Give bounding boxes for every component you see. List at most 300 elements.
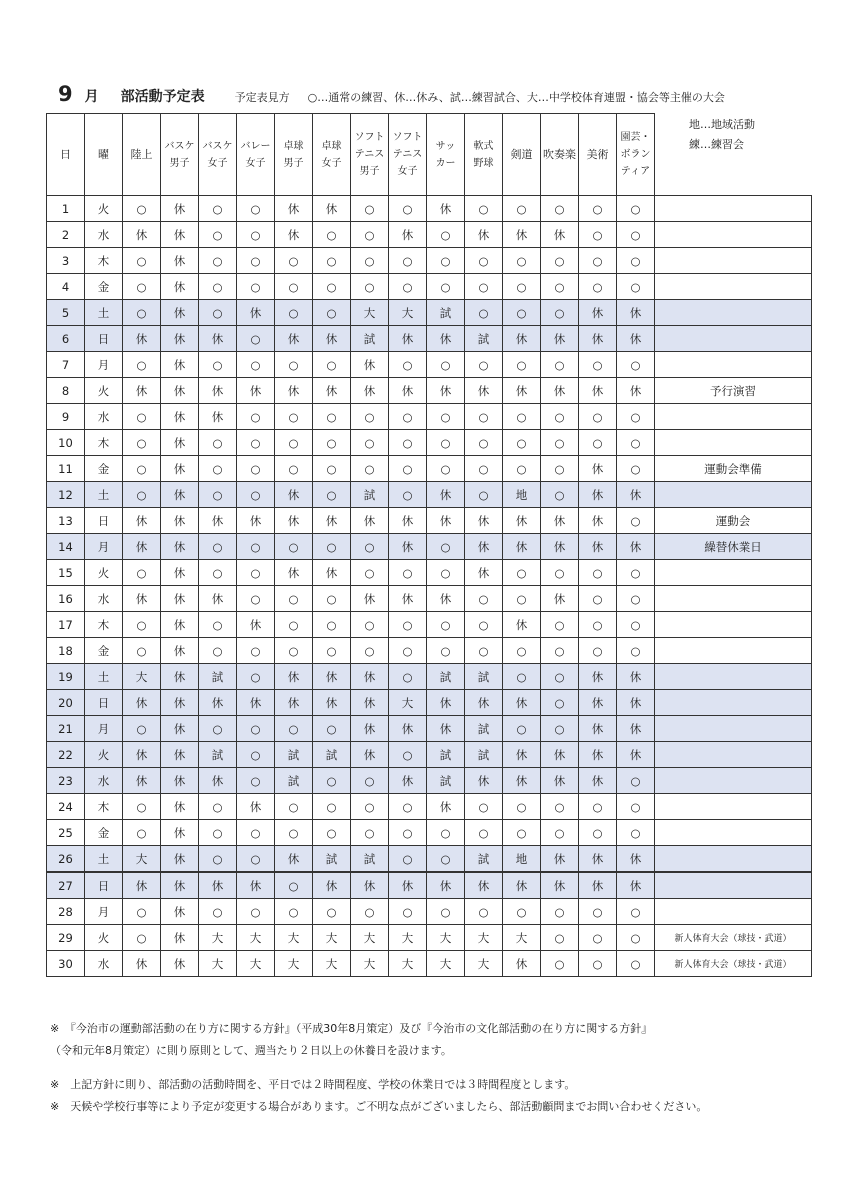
status-cell: ○: [541, 456, 579, 482]
status-cell: 休: [161, 612, 199, 638]
status-cell: ○: [275, 820, 313, 846]
note-cell: 運動会準備: [655, 456, 812, 482]
status-cell: ○: [503, 274, 541, 300]
status-cell: ○: [313, 300, 351, 326]
status-cell: 休: [579, 872, 617, 899]
note-cell: [655, 222, 812, 248]
status-cell: ○: [617, 768, 655, 794]
status-cell: ○: [503, 716, 541, 742]
status-cell: ○: [237, 196, 275, 222]
status-cell: ○: [199, 716, 237, 742]
status-cell: 休: [427, 482, 465, 508]
status-cell: ○: [351, 404, 389, 430]
status-cell: 休: [161, 404, 199, 430]
footer-note-2: ※ 上記方針に則り、部活動の活動時間を、平日では２時間程度、学校の休業日では３時間程度とします。: [50, 1078, 576, 1091]
status-cell: ○: [617, 508, 655, 534]
table-row: [47, 482, 812, 508]
weekday-cell: 水: [85, 951, 123, 977]
status-cell: ○: [617, 820, 655, 846]
weekday-cell: 土: [85, 846, 123, 873]
status-cell: ○: [389, 612, 427, 638]
status-cell: ○: [351, 612, 389, 638]
status-cell: 休: [427, 794, 465, 820]
status-cell: 休: [617, 326, 655, 352]
column-header-line: 男子: [283, 157, 304, 169]
status-cell: 休: [389, 768, 427, 794]
status-cell: ○: [237, 586, 275, 612]
status-cell: ○: [237, 638, 275, 664]
status-cell: ○: [123, 899, 161, 925]
status-cell: ○: [389, 899, 427, 925]
status-cell: ○: [237, 326, 275, 352]
status-cell: 休: [161, 482, 199, 508]
schedule-table: [46, 113, 812, 977]
status-cell: ○: [465, 794, 503, 820]
table-row: [47, 794, 812, 820]
status-cell: ○: [313, 899, 351, 925]
column-header-line: カー: [435, 157, 456, 169]
status-cell: 休: [313, 326, 351, 352]
status-cell: ○: [541, 638, 579, 664]
column-header: [617, 114, 655, 196]
status-cell: ○: [503, 794, 541, 820]
status-cell: 休: [161, 742, 199, 768]
status-cell: 休: [161, 456, 199, 482]
status-cell: 休: [275, 846, 313, 873]
day-cell: 13: [47, 508, 85, 534]
day-cell: 2: [47, 222, 85, 248]
status-cell: ○: [579, 352, 617, 378]
status-cell: 休: [161, 326, 199, 352]
status-cell: 休: [161, 872, 199, 899]
day-cell: 19: [47, 664, 85, 690]
weekday-cell: 金: [85, 274, 123, 300]
status-cell: 休: [237, 690, 275, 716]
note-cell: [655, 872, 812, 899]
status-cell: ○: [199, 456, 237, 482]
column-header: [503, 114, 541, 196]
column-header-line: 陸上: [130, 148, 153, 161]
status-cell: ○: [465, 430, 503, 456]
column-header-line: ソフト: [392, 132, 423, 143]
status-cell: 休: [465, 534, 503, 560]
column-header: [351, 114, 389, 196]
status-cell: ○: [351, 820, 389, 846]
status-cell: 休: [503, 378, 541, 404]
status-cell: 休: [617, 690, 655, 716]
column-header-line: テニス: [392, 149, 423, 160]
status-cell: 休: [351, 716, 389, 742]
weekday-cell: 水: [85, 768, 123, 794]
status-cell: ○: [541, 352, 579, 378]
footer-note-3: ※ 天候や学校行事等により予定が変更する場合があります。ご不明な点がございましたら、部活動顧問までお問い合わせください。: [50, 1100, 708, 1113]
status-cell: 休: [427, 508, 465, 534]
status-cell: ○: [503, 196, 541, 222]
legend-label: 予定表見方: [234, 91, 290, 104]
table-row: [47, 951, 812, 977]
status-cell: ○: [199, 560, 237, 586]
status-cell: ○: [199, 274, 237, 300]
status-cell: ○: [389, 248, 427, 274]
status-cell: ○: [579, 430, 617, 456]
status-cell: 大: [351, 951, 389, 977]
status-cell: 休: [161, 352, 199, 378]
column-header-line: 吹奏楽: [543, 148, 576, 161]
status-cell: ○: [617, 560, 655, 586]
status-cell: ○: [579, 560, 617, 586]
status-cell: ○: [237, 482, 275, 508]
table-row: [47, 248, 812, 274]
day-cell: 7: [47, 352, 85, 378]
status-cell: 休: [579, 742, 617, 768]
column-header: [579, 114, 617, 196]
status-cell: ○: [389, 664, 427, 690]
status-cell: ○: [579, 638, 617, 664]
status-cell: 休: [161, 690, 199, 716]
status-cell: ○: [465, 404, 503, 430]
status-cell: ○: [313, 248, 351, 274]
status-cell: ○: [275, 638, 313, 664]
column-header-line: バレー: [240, 140, 271, 152]
column-header-line: 軟式: [473, 140, 494, 152]
status-cell: 休: [579, 768, 617, 794]
status-cell: 大: [465, 951, 503, 977]
status-cell: 休: [161, 560, 199, 586]
status-cell: ○: [465, 899, 503, 925]
status-cell: ○: [275, 534, 313, 560]
table-row: [47, 690, 812, 716]
status-cell: ○: [503, 300, 541, 326]
weekday-cell: 月: [85, 716, 123, 742]
table-row: [47, 352, 812, 378]
note-cell: [655, 716, 812, 742]
status-cell: 休: [503, 326, 541, 352]
status-cell: ○: [427, 560, 465, 586]
weekday-cell: 木: [85, 612, 123, 638]
status-cell: 休: [161, 820, 199, 846]
status-cell: 休: [541, 586, 579, 612]
status-cell: ○: [199, 794, 237, 820]
note-cell: [655, 794, 812, 820]
status-cell: 試: [465, 716, 503, 742]
weekday-cell: 日: [85, 872, 123, 899]
status-cell: ○: [123, 404, 161, 430]
status-cell: 休: [313, 196, 351, 222]
status-cell: ○: [617, 638, 655, 664]
status-cell: ○: [579, 404, 617, 430]
table-row: [47, 612, 812, 638]
weekday-cell: 火: [85, 742, 123, 768]
status-cell: ○: [465, 248, 503, 274]
status-cell: 休: [199, 690, 237, 716]
column-header-line: 日: [60, 148, 71, 161]
status-cell: 大: [351, 925, 389, 951]
status-cell: ○: [275, 794, 313, 820]
column-header-line: 男子: [359, 166, 380, 177]
status-cell: ○: [541, 482, 579, 508]
column-header-line: バスケ: [202, 140, 233, 152]
status-cell: 休: [237, 300, 275, 326]
status-cell: 休: [275, 690, 313, 716]
table-row: [47, 274, 812, 300]
status-cell: ○: [541, 430, 579, 456]
status-cell: 休: [351, 742, 389, 768]
status-cell: 試: [313, 846, 351, 873]
status-cell: ○: [275, 456, 313, 482]
status-cell: 試: [275, 768, 313, 794]
status-cell: 地: [503, 482, 541, 508]
status-cell: ○: [123, 196, 161, 222]
weekday-cell: 火: [85, 196, 123, 222]
status-cell: ○: [237, 560, 275, 586]
column-header: [313, 114, 351, 196]
status-cell: 試: [465, 742, 503, 768]
status-cell: 休: [465, 508, 503, 534]
status-cell: ○: [313, 768, 351, 794]
column-header: [85, 114, 123, 196]
legend-line-practice: 練…練習会: [689, 138, 744, 151]
day-cell: 9: [47, 404, 85, 430]
column-header-line: 園芸・: [620, 132, 651, 143]
table-row: [47, 768, 812, 794]
note-cell: [655, 664, 812, 690]
status-cell: ○: [351, 196, 389, 222]
status-cell: ○: [351, 794, 389, 820]
status-cell: 休: [351, 872, 389, 899]
footer-notes: [50, 1018, 830, 1118]
status-cell: 大: [313, 951, 351, 977]
status-cell: ○: [313, 274, 351, 300]
status-cell: 休: [161, 951, 199, 977]
status-cell: 試: [465, 664, 503, 690]
weekday-cell: 土: [85, 300, 123, 326]
status-cell: ○: [389, 820, 427, 846]
status-cell: ○: [579, 196, 617, 222]
column-header-line: バスケ: [164, 140, 195, 152]
table-row: [47, 508, 812, 534]
weekday-cell: 木: [85, 794, 123, 820]
status-cell: ○: [123, 300, 161, 326]
status-cell: 休: [123, 508, 161, 534]
status-cell: ○: [503, 404, 541, 430]
status-cell: 地: [503, 846, 541, 873]
day-cell: 25: [47, 820, 85, 846]
status-cell: ○: [465, 586, 503, 612]
weekday-cell: 月: [85, 534, 123, 560]
status-cell: ○: [313, 482, 351, 508]
status-cell: ○: [199, 612, 237, 638]
footer-note-1b: （令和元年8月策定）に則り原則として、週当たり２日以上の休養日を設けます。: [50, 1044, 452, 1057]
table-row: [47, 560, 812, 586]
legend-text: ○…通常の練習、休…休み、試…練習試合、大…中学校体育連盟・協会等主催の大会: [307, 91, 725, 104]
status-cell: ○: [275, 352, 313, 378]
status-cell: ○: [465, 300, 503, 326]
status-cell: ○: [579, 925, 617, 951]
column-header-line: 野球: [473, 157, 494, 169]
note-cell: [655, 742, 812, 768]
status-cell: ○: [237, 352, 275, 378]
status-cell: ○: [123, 456, 161, 482]
status-cell: ○: [579, 951, 617, 977]
status-cell: ○: [199, 248, 237, 274]
note-cell: [655, 248, 812, 274]
status-cell: 休: [199, 508, 237, 534]
status-cell: 休: [503, 508, 541, 534]
status-cell: ○: [427, 612, 465, 638]
status-cell: ○: [123, 482, 161, 508]
status-cell: ○: [123, 716, 161, 742]
day-cell: 10: [47, 430, 85, 456]
status-cell: 大: [503, 925, 541, 951]
status-cell: 休: [541, 846, 579, 873]
status-cell: ○: [237, 742, 275, 768]
table-row: [47, 196, 812, 222]
status-cell: 休: [161, 794, 199, 820]
status-cell: 休: [199, 404, 237, 430]
status-cell: ○: [503, 430, 541, 456]
status-cell: ○: [275, 274, 313, 300]
status-cell: 休: [427, 872, 465, 899]
status-cell: 休: [465, 872, 503, 899]
status-cell: 休: [161, 378, 199, 404]
status-cell: ○: [351, 768, 389, 794]
status-cell: 試: [351, 326, 389, 352]
column-header-line: 女子: [397, 166, 418, 177]
status-cell: 休: [465, 378, 503, 404]
weekday-cell: 金: [85, 456, 123, 482]
status-cell: 休: [579, 534, 617, 560]
status-cell: ○: [465, 612, 503, 638]
status-cell: 休: [123, 326, 161, 352]
day-cell: 15: [47, 560, 85, 586]
status-cell: ○: [427, 846, 465, 873]
status-cell: 休: [465, 560, 503, 586]
status-cell: ○: [199, 846, 237, 873]
status-cell: 休: [123, 768, 161, 794]
status-cell: 休: [275, 326, 313, 352]
weekday-cell: 土: [85, 482, 123, 508]
status-cell: ○: [275, 612, 313, 638]
status-cell: 休: [199, 326, 237, 352]
status-cell: 休: [503, 612, 541, 638]
column-header: [161, 114, 199, 196]
table-row: [47, 664, 812, 690]
status-cell: 休: [579, 378, 617, 404]
status-cell: ○: [465, 456, 503, 482]
status-cell: 大: [351, 300, 389, 326]
status-cell: 休: [199, 378, 237, 404]
column-header-line: 女子: [207, 157, 228, 169]
status-cell: ○: [389, 638, 427, 664]
status-cell: ○: [617, 456, 655, 482]
status-cell: ○: [237, 248, 275, 274]
status-cell: ○: [199, 482, 237, 508]
status-cell: 休: [465, 768, 503, 794]
status-cell: ○: [541, 794, 579, 820]
table-row: [47, 742, 812, 768]
status-cell: 試: [275, 742, 313, 768]
day-cell: 17: [47, 612, 85, 638]
status-cell: ○: [541, 664, 579, 690]
status-cell: ○: [427, 899, 465, 925]
weekday-cell: 月: [85, 899, 123, 925]
status-cell: ○: [199, 222, 237, 248]
note-cell: 運動会: [655, 508, 812, 534]
status-cell: 休: [617, 482, 655, 508]
status-cell: ○: [541, 612, 579, 638]
note-cell: [655, 430, 812, 456]
note-cell: [655, 482, 812, 508]
status-cell: ○: [579, 274, 617, 300]
table-row: [47, 872, 812, 899]
status-cell: ○: [427, 352, 465, 378]
status-cell: 休: [579, 456, 617, 482]
month-number: 9: [58, 82, 73, 106]
status-cell: 大: [465, 925, 503, 951]
status-cell: 休: [275, 222, 313, 248]
status-cell: ○: [503, 456, 541, 482]
weekday-cell: 水: [85, 586, 123, 612]
status-cell: 大: [275, 925, 313, 951]
status-cell: 休: [161, 274, 199, 300]
status-cell: 休: [579, 482, 617, 508]
column-header: [427, 114, 465, 196]
status-cell: ○: [123, 820, 161, 846]
status-cell: ○: [617, 925, 655, 951]
status-cell: 休: [199, 768, 237, 794]
status-cell: ○: [275, 248, 313, 274]
status-cell: ○: [199, 430, 237, 456]
status-cell: ○: [123, 925, 161, 951]
status-cell: 休: [617, 872, 655, 899]
weekday-cell: 日: [85, 326, 123, 352]
status-cell: ○: [123, 560, 161, 586]
header-row: [47, 114, 812, 196]
weekday-cell: 金: [85, 820, 123, 846]
status-cell: ○: [617, 404, 655, 430]
status-cell: 休: [351, 664, 389, 690]
day-cell: 20: [47, 690, 85, 716]
status-cell: 休: [427, 378, 465, 404]
status-cell: 休: [503, 222, 541, 248]
status-cell: 試: [351, 846, 389, 873]
column-header-line: 女子: [321, 157, 342, 169]
status-cell: ○: [351, 638, 389, 664]
status-cell: ○: [313, 352, 351, 378]
weekday-cell: 日: [85, 508, 123, 534]
note-cell: [655, 846, 812, 873]
status-cell: ○: [503, 638, 541, 664]
column-header: [199, 114, 237, 196]
status-cell: 休: [161, 586, 199, 612]
table-row: [47, 846, 812, 873]
status-cell: 休: [617, 846, 655, 873]
note-cell: [655, 300, 812, 326]
status-cell: 大: [313, 925, 351, 951]
status-cell: ○: [617, 248, 655, 274]
status-cell: ○: [503, 248, 541, 274]
status-cell: 大: [427, 951, 465, 977]
status-cell: 休: [503, 768, 541, 794]
status-cell: ○: [427, 222, 465, 248]
status-cell: ○: [541, 274, 579, 300]
status-cell: ○: [541, 404, 579, 430]
status-cell: 試: [199, 742, 237, 768]
status-cell: 休: [161, 768, 199, 794]
column-header-line: 美術: [586, 148, 609, 161]
status-cell: ○: [389, 794, 427, 820]
status-cell: 休: [351, 508, 389, 534]
